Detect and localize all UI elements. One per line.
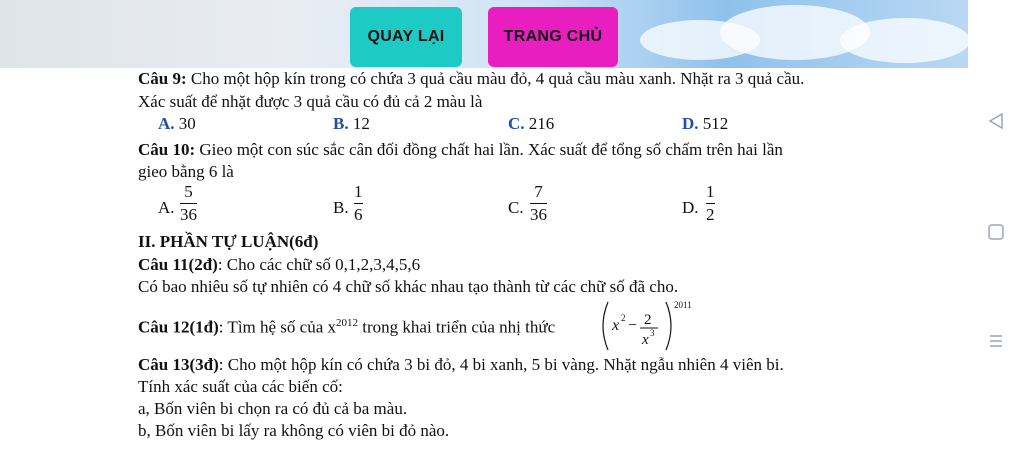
q10-option-b-letter: B.	[333, 198, 349, 217]
q11-text2: Có bao nhiêu số tự nhiên có 4 chữ số khác nhau tạo thành từ các chữ số đã cho.	[138, 277, 679, 296]
q10-option-d-letter: D.	[682, 198, 699, 217]
back-button[interactable]: QUAY LẠI	[350, 7, 462, 67]
recent-apps-icon[interactable]	[986, 331, 1006, 351]
binomial-expression	[596, 294, 706, 358]
home-button[interactable]: TRANG CHỦ	[488, 7, 618, 67]
q11-label: Câu 11(2đ)	[138, 255, 218, 274]
svg-text:x: x	[612, 317, 620, 334]
q9-option-c: C. 216	[508, 114, 555, 133]
system-navigation-bar	[968, 0, 1024, 459]
svg-text:3: 3	[650, 328, 655, 338]
svg-text:2: 2	[621, 313, 626, 323]
q11-line1	[138, 255, 420, 275]
q13-text2: Tính xác suất của các biến cố:	[138, 377, 343, 396]
q10-option-c-letter: C.	[508, 198, 524, 217]
q9-text2: Xác suất để nhặt được 3 quả cầu có đủ cả 2 màu là	[138, 92, 483, 111]
q10-line1	[138, 140, 783, 160]
svg-text:x: x	[642, 332, 649, 348]
q10-option-b-fraction: 1 6	[354, 182, 363, 224]
q9-option-b: B. 12	[333, 114, 370, 133]
q10-text2: gieo bằng 6 là	[138, 162, 234, 181]
svg-text:−: −	[628, 317, 638, 334]
svg-text:2: 2	[644, 312, 652, 328]
q13-part-a: a, Bốn viên bi chọn ra có đủ cả ba màu.	[138, 399, 408, 418]
back-triangle-icon[interactable]	[986, 112, 1006, 130]
section-2-title: II. PHẦN TỰ LUẬN(6đ)	[138, 232, 319, 251]
q13-line1	[138, 355, 784, 375]
cloud-decoration	[840, 18, 968, 63]
q13-text1: : Cho một hộp kín có chứa 3 bi đỏ, 4 bi xanh, 5 bi vàng. Nhặt ngẫu nhiên 4 viên bi.	[218, 355, 784, 374]
home-square-icon[interactable]	[986, 222, 1006, 242]
q10-option-a-letter: A.	[158, 198, 175, 217]
q13-label: Câu 13(3đ)	[138, 355, 219, 374]
q10-option-d-fraction: 1 2	[706, 182, 715, 224]
header-banner	[0, 0, 968, 68]
q11-text1: : Cho các chữ số 0,1,2,3,4,5,6	[217, 255, 421, 274]
q9-option-d: D. 512	[682, 114, 729, 133]
q10-text1: Gieo một con súc sắc cân đối đồng chất hai lần. Xác suất để tổng số chấm trên hai lần	[195, 140, 783, 159]
q13-part-b: b, Bốn viên bi lấy ra không có viên bi đỏ nào.	[138, 421, 450, 440]
q10-option-a-fraction: 5 36	[180, 182, 197, 224]
document-page	[0, 68, 968, 459]
q9-text1: Cho một hộp kín trong có chứa 3 quả cầu màu đỏ, 4 quả cầu màu xanh. Nhặt ra 3 quả cầu.	[186, 69, 805, 88]
q12-line: Câu 12(1đ): Tìm hệ số của $x^{2012}$ trong khai triển của nhị thức	[138, 317, 556, 337]
svg-text:2011: 2011	[674, 300, 692, 310]
q9-line1	[138, 69, 804, 89]
q12-label: Câu 12(1đ)	[138, 317, 219, 337]
q10-option-c-fraction: 7 36	[530, 182, 547, 224]
q9-label: Câu 9:	[138, 69, 187, 88]
q9-option-a: A. 30	[158, 114, 196, 133]
q10-label: Câu 10:	[138, 140, 196, 159]
